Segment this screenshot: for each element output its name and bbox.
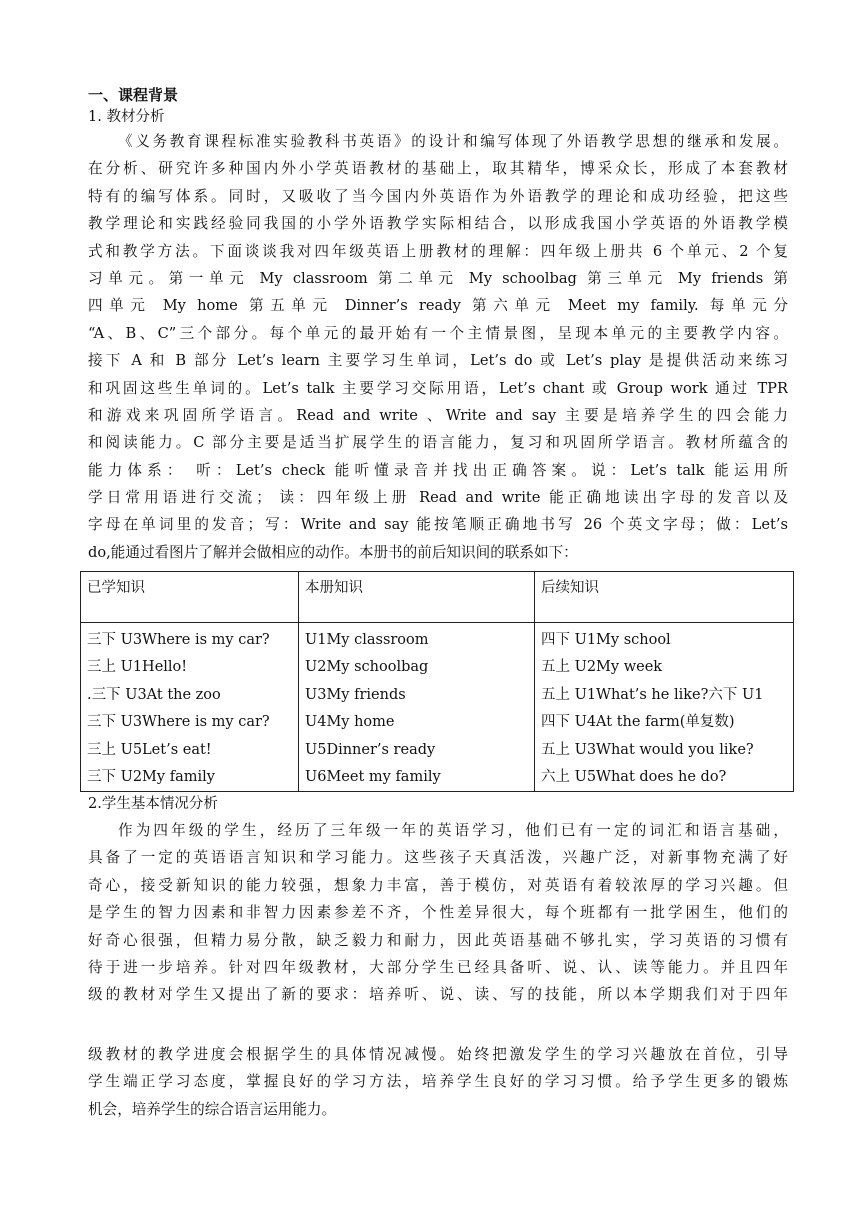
text-line: do,能通过看图片了解并会做相应的动作。本册书的前后知识间的联系如下： — [88, 543, 578, 561]
text-line: 接下 A 和 B 部分 Let’s learn 主要学习生单词，Let’s do 或 Let’s play 是提供活动来练习 — [88, 352, 788, 370]
table-cell-entry: 四下 U1My school — [541, 632, 671, 648]
text-line: 四单元 My home 第五单元 Dinner’s ready 第六单元 Meet my family. 每单元分 — [88, 297, 788, 315]
text-line: 级教材的教学进度会根据学生的具体情况减慢。始终把激发学生的学习兴趣放在首位，引导 — [88, 1046, 788, 1063]
table-cell-entry: 三上 U1Hello! — [87, 659, 188, 676]
table-header-row — [81, 572, 794, 623]
text-line: 奇心，接受新知识的能力较强，想象力丰富，善于模仿，对英语有着较浓厚的学习兴趣。但 — [88, 876, 788, 894]
header-learned: 已学知识 — [81, 572, 299, 623]
text-line: 学日常用语进行交流； 读：四年级上册 Read and write 能正确地读出字母的发音以及 — [88, 489, 788, 507]
student-analysis-paragraph — [88, 817, 788, 1009]
table-cell-entry: U4My home — [305, 714, 395, 731]
text-line: 习单元。第一单元 My classroom 第二单元 My schoolbag 第三单元 My friends 第 — [88, 269, 788, 287]
table-row — [81, 623, 794, 792]
table-cell-entry: 三下 U3Where is my car? — [87, 632, 270, 648]
text-line: 级的教材对学生又提出了新的要求：培养听、说、读、写的技能，所以本学期我们对于四年 — [88, 986, 788, 1004]
text-line: 式和教学方法。下面谈谈我对四年级英语上册教材的理解：四年级上册共 6 个单元、2 个复 — [88, 242, 788, 260]
header-following: 后续知识 — [535, 572, 794, 623]
table-cell-entry: 五上 U2My week — [541, 659, 663, 676]
text-line: 和游戏来巩固所学语言。Read and write 、Write and say 主要是培养学生的四会能力 — [88, 406, 788, 424]
text-line: 具备了一定的英语语言知识和学习能力。这些孩子天真活泼，兴趣广泛，对新事物充满了好 — [88, 849, 788, 867]
text-line: 好奇心很强，但精力易分散，缺乏毅力和耐力，因此英语基础不够扎实，学习英语的习惯有 — [88, 931, 788, 949]
table-cell-entry: U2My schoolbag — [305, 659, 429, 676]
text-line: 在分析、研究许多种国内外小学英语教材的基础上，取其精华，博采众长，形成了本套教材 — [88, 160, 788, 178]
table-cell-entry: U5Dinner’s ready — [305, 741, 436, 758]
table-cell-entry: 五上 U1What’s he like?六下 U1 — [541, 686, 764, 703]
section-1 — [88, 84, 788, 566]
subsection-title: 2.学生基本情况分析 — [88, 796, 218, 812]
section-2 — [88, 793, 788, 1009]
section-heading: 一、课程背景 — [88, 86, 179, 104]
table-cell-entry: U3My friends — [305, 686, 406, 703]
text-line: 待于进一步培养。针对四年级教材，大部分学生已经具备听、说、认、读等能力。并且四年 — [88, 958, 788, 976]
text-line: 能力体系： 听：Let’s check 能听懂录音并找出正确答案。说：Let’s talk 能运用所 — [88, 461, 788, 479]
current-knowledge-cell — [299, 623, 535, 792]
table-cell-entry: 四下 U4At the farm(单复数) — [541, 714, 735, 731]
textbook-analysis-paragraph — [88, 128, 788, 566]
text-line: 特有的编写体系。同时，又吸收了当今国内外英语作为外语教学的理论和成功经验，把这些 — [88, 187, 788, 205]
text-line: 机会，培养学生的综合语言运用能力。 — [88, 1100, 337, 1118]
header-current: 本册知识 — [299, 572, 535, 623]
following-knowledge-cell — [535, 623, 794, 792]
table-cell-entry: .三下 U3At the zoo — [87, 686, 221, 703]
table-cell-entry: U6Meet my family — [305, 768, 441, 785]
table-cell-entry: 六上 U5What does he do? — [541, 768, 727, 785]
knowledge-table — [80, 571, 794, 792]
text-line: 学生端正学习态度，掌握良好的学习方法，培养学生良好的学习习惯。给予学生更多的锻炼 — [88, 1073, 788, 1091]
text-line: “A、B、C”三个部分。每个单元的最开始有一个主情景图，呈现本单元的主要教学内容。 — [88, 324, 788, 342]
text-line: 和巩固这些生单词的。Let’s talk 主要学习交际用语，Let’s chant 或 Group work 通过 TPR — [88, 379, 788, 397]
text-line: 教学理论和实践经验同我国的小学外语教学实际相结合，以形成我国小学英语的外语教学模 — [88, 215, 788, 233]
section-2-continued — [88, 1041, 788, 1123]
table-cell-entry: 五上 U3What would you like? — [541, 741, 754, 758]
subsection-title: 1. 教材分析 — [88, 109, 165, 125]
learned-knowledge-cell — [81, 623, 299, 792]
table-cell-entry: 三上 U5Let’s eat! — [87, 741, 212, 758]
text-line: 《义务教育课程标准实验教科书英语》的设计和编写体现了外语教学思想的继承和发展。 — [118, 133, 788, 150]
text-line: 字母在单词里的发音；写：Write and say 能按笔顺正确地书写 26 个英文字母；做：Let’s — [88, 516, 788, 534]
text-line: 和阅读能力。C 部分主要是适当扩展学生的语言能力，复习和巩固所学语言。教材所蕴含的 — [88, 434, 788, 452]
text-line: 作为四年级的学生，经历了三年级一年的英语学习，他们已有一定的词汇和语言基础， — [118, 822, 788, 839]
table-cell-entry: U1My classroom — [305, 632, 429, 648]
student-analysis-paragraph-continued — [88, 1041, 788, 1123]
table-cell-entry: 三下 U2My family — [87, 768, 215, 785]
table-cell-entry: 三下 U3Where is my car? — [87, 714, 270, 731]
text-line: 是学生的智力因素和非智力因素参差不齐，个性差异很大，每个班都有一批学困生，他们的 — [88, 904, 788, 922]
